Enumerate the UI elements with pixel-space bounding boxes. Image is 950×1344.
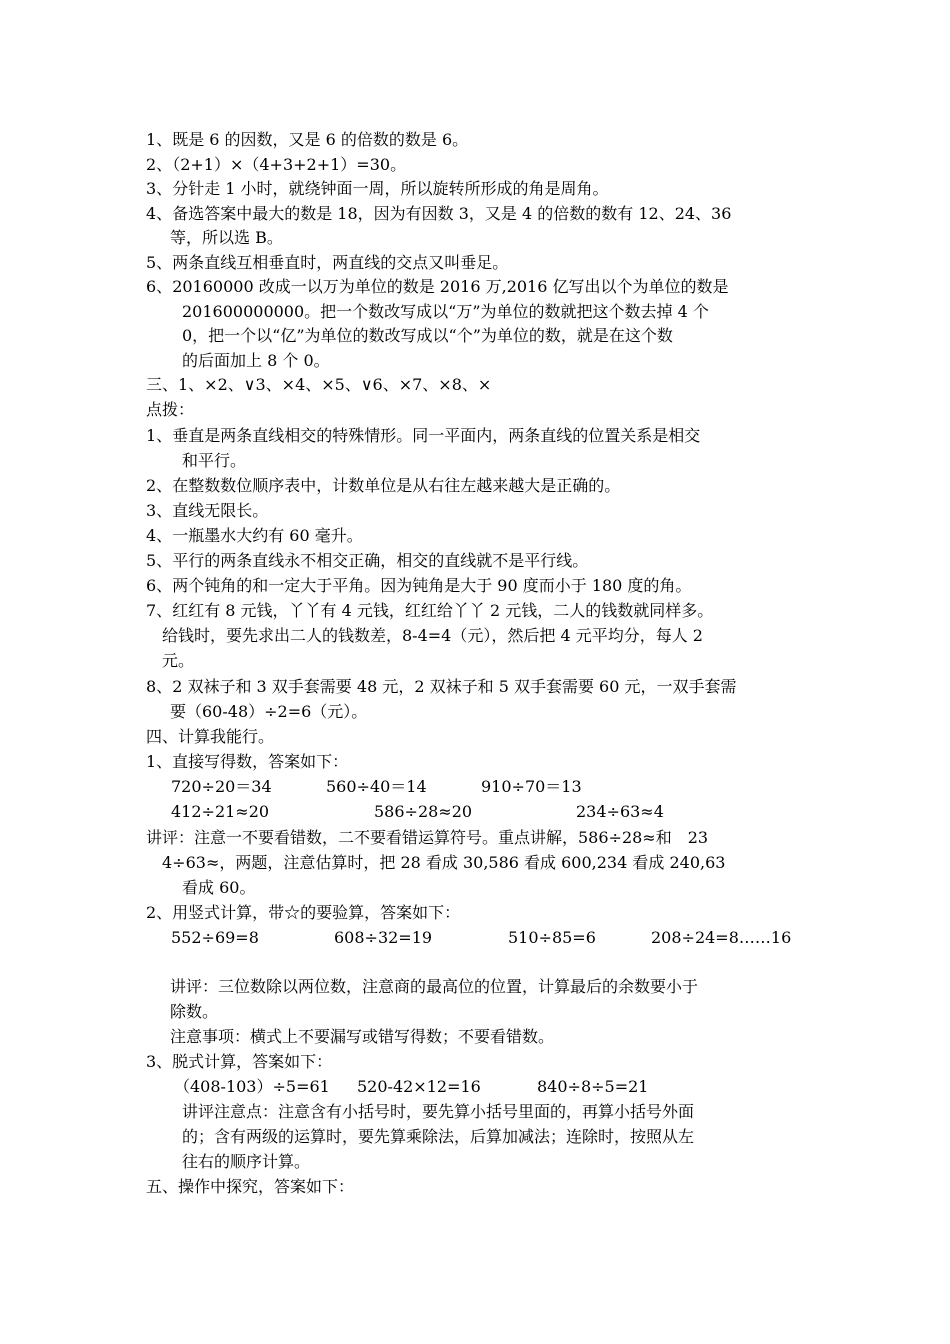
section-3-answers: 三、1、×2、∨3、×4、×5、∨6、×7、×8、× <box>146 375 492 394</box>
section-4-title: 四、计算我能行。 <box>146 727 275 746</box>
q2-comment: 讲评：三位数除以两位数，注意商的最高位的位置，计算最后的余数要小于 <box>170 977 699 996</box>
q3-label: 3、脱式计算，答案如下： <box>146 1052 333 1071</box>
q2-answer: 208÷24=8……16 <box>651 928 792 947</box>
q1-answer: 234÷63≈4 <box>576 802 664 821</box>
q3-answer: 520-42×12=16 <box>357 1077 481 1096</box>
q2-answer: 510÷85=6 <box>508 928 596 947</box>
item-2-4: 4、备选答案中最大的数是 18，因为有因数 3，又是 4 的倍数的数有 12、24、36 <box>146 204 732 223</box>
item-2-5: 5、两条直线互相垂直时，两直线的交点又叫垂足。 <box>146 253 509 272</box>
q3-comment-cont1: 的；含有两级的运算时，要先算乘除法，后算加减法；连除时，按照从左 <box>182 1127 695 1146</box>
q1-comment: 讲评：注意一不要看错数，二不要看错运算符号。重点讲解，586÷28≈和 23 <box>146 828 709 847</box>
q1-answer: 720÷20＝34 <box>171 777 272 796</box>
q2-note: 注意事项：横式上不要漏写或错写得数；不要看错数。 <box>170 1027 555 1046</box>
item-2-6: 6、20160000 改成一以万为单位的数是 2016 万,2016 亿写出以个为单位的数是 <box>146 277 729 296</box>
q2-comment-cont: 除数。 <box>170 1002 219 1021</box>
hint-label: 点拨： <box>146 400 195 419</box>
q1-label: 1、直接写得数，答案如下： <box>146 752 349 771</box>
item-2-1: 1、既是 6 的因数，又是 6 的倍数的数是 6。 <box>146 130 469 149</box>
item-2-6-cont3: 的后面加上 8 个 0。 <box>182 351 330 370</box>
item-3-8: 8、2 双袜子和 3 双手套需要 48 元，2 双袜子和 5 双手套需要 60 元，一双手套需 <box>146 677 737 696</box>
item-2-2: 2、（2+1）×（4+3+2+1）=30。 <box>146 155 407 174</box>
section-5-title: 五、操作中探究，答案如下： <box>146 1177 355 1196</box>
item-3-5: 5、平行的两条直线永不相交正确，相交的直线就不是平行线。 <box>146 551 589 570</box>
item-3-3: 3、直线无限长。 <box>146 501 269 520</box>
q1-answer: 910÷70＝13 <box>481 777 582 796</box>
item-3-7: 7、红红有 8 元钱，丫丫有 4 元钱，红红给丫丫 2 元钱，二人的钱数就同样多。 <box>146 601 714 620</box>
q1-comment-cont1: 4÷63≈，两题，注意估算时，把 28 看成 30,586 看成 600,234 看成 240,63 <box>162 853 726 872</box>
item-3-1-cont: 和平行。 <box>182 451 247 470</box>
item-3-4: 4、一瓶墨水大约有 60 毫升。 <box>146 526 363 545</box>
q1-answer: 560÷40＝14 <box>326 777 427 796</box>
q1-answer: 412÷21≈20 <box>171 802 270 821</box>
item-3-7-cont2: 元。 <box>162 651 195 670</box>
q3-answer: （408-103）÷5=61 <box>174 1077 330 1096</box>
item-2-6-cont2: 0，把一个以“亿”为单位的数改写成以“个”为单位的数，就是在这个数 <box>182 326 673 345</box>
item-3-1: 1、垂直是两条直线相交的特殊情形。同一平面内，两条直线的位置关系是相交 <box>146 426 701 445</box>
q2-label: 2、用竖式计算，带☆的要验算，答案如下： <box>146 903 461 922</box>
q3-comment: 讲评注意点：注意含有小括号时，要先算小括号里面的，再算小括号外面 <box>182 1102 695 1121</box>
item-3-6: 6、两个钝角的和一定大于平角。因为钝角是大于 90 度而小于 180 度的角。 <box>146 576 692 595</box>
item-2-4-cont: 等，所以选 B。 <box>170 228 283 247</box>
q2-answer: 608÷32=19 <box>334 928 433 947</box>
item-3-7-cont1: 给钱时，要先求出二人的钱数差，8-4=4（元），然后把 4 元平均分，每人 2 <box>162 626 703 645</box>
item-3-8-cont: 要（60-48）÷2=6（元）。 <box>170 702 368 721</box>
item-3-2: 2、在整数数位顺序表中，计数单位是从右往左越来越大是正确的。 <box>146 476 621 495</box>
q3-comment-cont2: 往右的顺序计算。 <box>182 1152 311 1171</box>
item-2-6-cont1: 201600000000。把一个数改写成以“万”为单位的数就把这个数去掉 4 个 <box>182 302 709 321</box>
q1-answer: 586÷28≈20 <box>374 802 473 821</box>
item-2-3: 3、分针走 1 小时，就绕钟面一周，所以旋转所形成的角是周角。 <box>146 179 609 198</box>
q2-answer: 552÷69=8 <box>171 928 259 947</box>
q1-comment-cont2: 看成 60。 <box>182 878 256 897</box>
q3-answer: 840÷8÷5=21 <box>537 1077 649 1096</box>
